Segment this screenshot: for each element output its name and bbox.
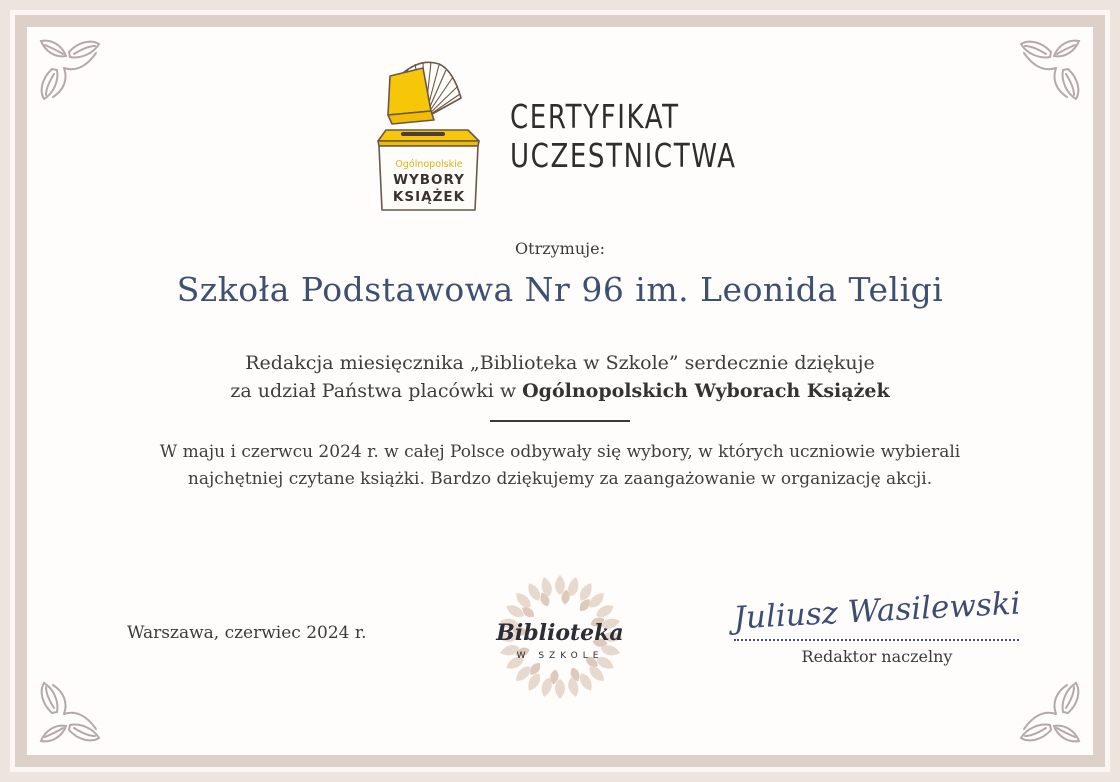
presented-label: Otrzymuje: bbox=[515, 239, 605, 258]
corner-flourish-icon bbox=[1019, 37, 1083, 101]
signature-handwriting: Juliusz Wasilewski bbox=[732, 585, 1022, 637]
frame-white-line bbox=[10, 10, 1110, 772]
frame-band bbox=[15, 15, 1105, 767]
thanks-paragraph bbox=[27, 349, 1093, 405]
ballot-box-books-icon bbox=[373, 55, 493, 225]
logo-label-line2: KSIĄŻEK bbox=[392, 189, 466, 205]
thanks-line1: Redakcja miesięcznika „Biblioteka w Szkole” serdecznie dziękuje bbox=[245, 352, 875, 374]
signature-role: Redaktor naczelny bbox=[801, 647, 953, 666]
title-line1: CERTYFIKAT bbox=[510, 97, 680, 136]
certificate-paper bbox=[27, 27, 1093, 755]
recipient-name: Szkoła Podstawowa Nr 96 im. Leonida Teligi bbox=[176, 270, 944, 309]
section-divider bbox=[490, 420, 630, 422]
logo-label-line1: WYBORY bbox=[393, 172, 465, 188]
thanks-bold-event-name: Ogólnopolskich Wyborach Książek bbox=[522, 380, 890, 402]
date-and-place: Warszawa, czerwiec 2024 r. bbox=[127, 623, 367, 643]
body-line1: W maju i czerwcu 2024 r. w całej Polsce odbywały się wybory, w których uczniowie wybierali bbox=[159, 442, 961, 462]
thanks-line2: za udział Państwa placówki w Ogólnopolskich Wyborach Książek bbox=[230, 380, 890, 402]
logo-small-label: Ogólnopolskie bbox=[395, 159, 463, 170]
body-paragraph bbox=[27, 439, 1093, 493]
title-line2: UCZESTNICTWA bbox=[510, 136, 737, 175]
signature-dotted-line bbox=[734, 639, 1019, 641]
seal-subtitle: W SZKOLE bbox=[516, 651, 604, 661]
certificate-title bbox=[510, 97, 737, 175]
corner-flourish-icon bbox=[37, 37, 101, 101]
signature-block bbox=[717, 585, 1037, 697]
corner-flourish-icon bbox=[37, 681, 101, 745]
body-line2: najchętniej czytane książki. Bardzo dziękujemy za zaangażowanie w organizację akcji. bbox=[187, 469, 933, 489]
seal-name: Biblioteka bbox=[496, 620, 624, 646]
publisher-seal bbox=[490, 567, 630, 707]
